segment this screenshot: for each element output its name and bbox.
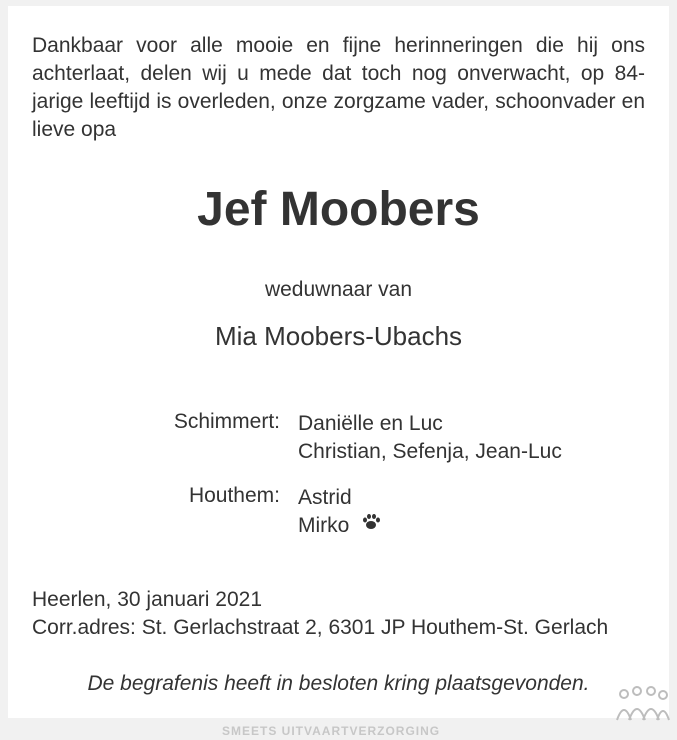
family-place: Houthem: — [188, 484, 280, 507]
family-circles-logo — [615, 684, 671, 729]
correspondence-address: Corr.adres: St. Gerlachstraat 2, 6301 JP Houthem-St. Gerlach — [32, 616, 609, 639]
location-date: Heerlen, 30 januari 2021 — [32, 588, 262, 611]
family-place: Schimmert: — [173, 410, 280, 433]
footer-info — [32, 586, 608, 642]
family-group — [8, 484, 669, 537]
intro-text: Dankbaar voor alle mooie en fijne herinneringen die hij ons achterlaat, delen wij u mede dat toch nog onverwacht, op 84-jarige leeftijd is overleden, onze zorgzame vader, schoonvader en lieve opa — [32, 34, 645, 141]
spouse-name: Mia Moobers-Ubachs — [214, 321, 463, 351]
family-member: Daniëlle en Luc — [298, 412, 443, 435]
obituary-card — [8, 6, 669, 718]
family-group — [8, 410, 669, 484]
funeral-notice: De begrafenis heeft in besloten kring plaatsgevonden. — [87, 672, 590, 695]
family-names — [298, 410, 562, 466]
family-names — [298, 484, 381, 540]
family-member: Mirko — [298, 514, 350, 537]
family-member: Astrid — [298, 486, 352, 509]
paw-print-icon — [361, 512, 381, 540]
family-member: Christian, Sefenja, Jean-Luc — [298, 440, 562, 463]
widow-label: weduwnaar van — [264, 278, 413, 301]
family-member-with-pet — [298, 512, 381, 540]
deceased-name: Jef Moobers — [197, 183, 480, 236]
family-list — [8, 410, 669, 537]
brand-name: SMEETS UITVAARTVERZORGING — [222, 724, 441, 738]
